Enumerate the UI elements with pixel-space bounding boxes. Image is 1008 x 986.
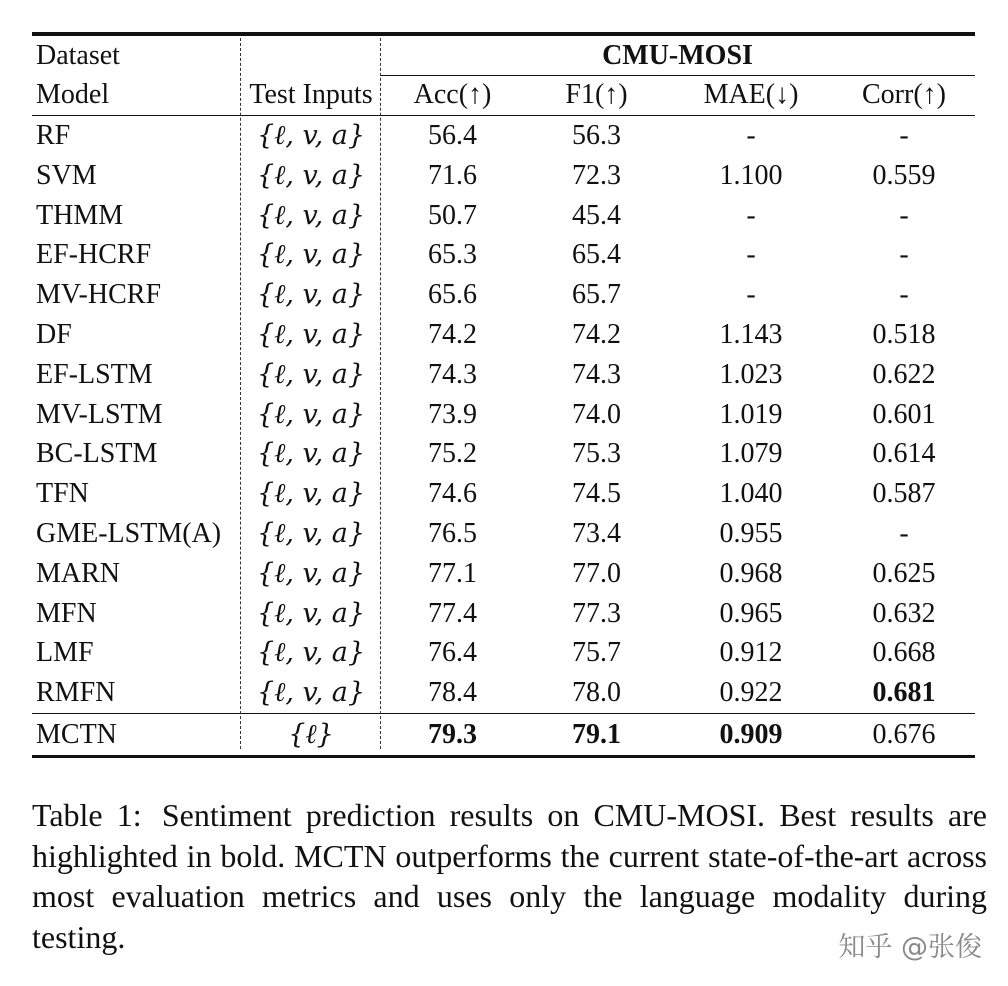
table-cell-inputs: {ℓ, v, a}	[256, 159, 366, 191]
table-cell-corr: 0.668	[872, 637, 936, 669]
table-cell-inputs: {ℓ, v, a}	[256, 319, 366, 350]
table-cell-acc: 77.1	[428, 557, 477, 589]
table-cell-f1: 75.3	[572, 438, 621, 470]
table-cell-acc: 50.7	[428, 199, 477, 231]
results-table	[32, 32, 975, 760]
table-cell-acc: 74.6	[428, 478, 477, 510]
table-cell-corr: 0.622	[872, 358, 936, 390]
table-cell-inputs: {ℓ, v, a}	[256, 677, 366, 709]
top-rule	[32, 32, 975, 36]
table-cell-mae: -	[746, 239, 756, 271]
table-cell-model: RF	[36, 120, 71, 151]
table-cell-acc: 77.4	[428, 597, 477, 629]
table-cell-model: EF-HCRF	[36, 239, 152, 271]
table-cell-corr: 0.587	[872, 478, 936, 510]
table-cell-acc: 74.2	[428, 319, 477, 350]
table-cell-f1: 77.0	[572, 557, 621, 589]
table-cell-mae: 1.023	[719, 358, 783, 390]
caption-text: Sentiment prediction results on CMU-MOSI. Best results are highlighted in bold. MCTN outperforms the current state-of-the-art across most evaluation metrics and uses only the language modality during testing.	[32, 797, 988, 955]
table-cell-inputs: {ℓ, v, a}	[256, 438, 366, 470]
table-cell-mae: 0.922	[719, 677, 783, 709]
table-cell-inputs: {ℓ, v, a}	[256, 518, 366, 549]
table-cell-model: MARN	[36, 557, 121, 589]
table-cell-corr: -	[899, 120, 909, 151]
table-cell-corr: 0.601	[872, 398, 936, 430]
table-cell-mae: 1.040	[719, 478, 783, 510]
table-cell-f1: 74.3	[572, 358, 621, 390]
table-cell-inputs: {ℓ, v, a}	[256, 398, 366, 430]
dataset-label: Dataset	[36, 40, 120, 71]
bottom-rule	[32, 755, 975, 759]
watermark: 知乎 @张俊	[838, 932, 982, 963]
column-header: MAE(↓)	[703, 79, 799, 110]
table-cell-acc: 79.3	[428, 719, 477, 750]
table-cell-corr: 0.518	[872, 319, 936, 350]
table-cell-f1: 73.4	[572, 518, 621, 549]
table-cell-acc: 75.2	[428, 438, 477, 470]
table-cell-mae: 1.143	[719, 319, 783, 350]
table-cell-f1: 78.0	[572, 677, 621, 709]
table-cell-model: THMM	[36, 199, 124, 231]
table-cell-corr: 0.625	[872, 557, 936, 589]
table-cell-f1: 72.3	[572, 159, 621, 191]
table-cell-corr: 0.614	[872, 438, 936, 470]
table-cell-model: GME-LSTM(A)	[36, 518, 222, 549]
table-cell-f1: 56.3	[572, 120, 621, 151]
table-cell-acc: 76.5	[428, 518, 477, 549]
table-cell-f1: 74.2	[572, 319, 621, 350]
table-cell-model: EF-LSTM	[36, 358, 153, 390]
table-cell-mae: 0.965	[719, 597, 783, 629]
table-cell-acc: 56.4	[428, 120, 477, 151]
table-cell-corr: 0.632	[872, 597, 936, 629]
table-cell-inputs: {ℓ, v, a}	[256, 199, 366, 231]
table-cell-f1: 65.7	[572, 279, 621, 311]
table-cell-corr: 0.559	[872, 159, 936, 191]
table-cell-mae: 0.955	[719, 518, 783, 549]
table-cell-corr: -	[899, 199, 909, 231]
column-header: Test Inputs	[249, 79, 373, 110]
table-cell-mae: 0.968	[719, 557, 783, 589]
table-cell-inputs: {ℓ, v, a}	[256, 597, 366, 629]
table-cell-inputs: {ℓ}	[288, 719, 334, 750]
table-cell-model: DF	[36, 319, 72, 350]
table-cell-mae: 1.100	[719, 159, 783, 191]
table-cell-f1: 74.5	[572, 478, 621, 510]
table-cell-model: MV-HCRF	[36, 279, 162, 311]
table-cell-mae: -	[746, 120, 756, 151]
table-cell-model: BC-LSTM	[36, 438, 158, 470]
caption-label: Table 1:	[32, 797, 142, 833]
table-cell-mae: 0.912	[719, 637, 783, 669]
table-cell-model: MV-LSTM	[36, 398, 163, 430]
dataset-name: CMU-MOSI	[602, 40, 753, 71]
column-header: Acc(↑)	[413, 79, 492, 110]
table-cell-model: MFN	[36, 597, 97, 629]
table-cell-corr: -	[899, 279, 909, 311]
table-cell-acc: 74.3	[428, 358, 477, 390]
table-cell-corr: 0.676	[872, 719, 936, 750]
table-cell-acc: 65.3	[428, 239, 477, 271]
table-cell-model: MCTN	[36, 719, 117, 750]
table-cell-acc: 71.6	[428, 159, 477, 191]
table-cell-f1: 77.3	[572, 597, 621, 629]
table-cell-mae: -	[746, 279, 756, 311]
table-cell-acc: 78.4	[428, 677, 477, 709]
table-cell-acc: 65.6	[428, 279, 477, 311]
column-header: Model	[36, 79, 110, 110]
table-cell-inputs: {ℓ, v, a}	[256, 120, 366, 151]
table-cell-f1: 79.1	[572, 719, 621, 750]
table-cell-model: TFN	[36, 478, 89, 510]
table-cell-f1: 74.0	[572, 398, 621, 430]
table-cell-f1: 75.7	[572, 637, 621, 669]
table-cell-inputs: {ℓ, v, a}	[256, 478, 366, 510]
table-cell-corr: -	[899, 518, 909, 549]
table-cell-corr: -	[899, 239, 909, 271]
table-cell-mae: 1.079	[719, 438, 783, 470]
table-cell-f1: 65.4	[572, 239, 621, 271]
table-cell-corr: 0.681	[872, 677, 936, 709]
column-header: Corr(↑)	[862, 79, 946, 110]
table-cell-inputs: {ℓ, v, a}	[256, 637, 366, 669]
table-cell-f1: 45.4	[572, 199, 621, 231]
table-cell-inputs: {ℓ, v, a}	[256, 279, 366, 311]
table-cell-inputs: {ℓ, v, a}	[256, 557, 366, 589]
table-cell-inputs: {ℓ, v, a}	[256, 358, 366, 390]
table-cell-mae: 1.019	[719, 398, 783, 430]
column-header: F1(↑)	[565, 79, 628, 110]
table-cell-mae: 0.909	[719, 719, 783, 750]
table-cell-mae: -	[746, 199, 756, 231]
table-cell-model: LMF	[36, 637, 94, 669]
table-cell-inputs: {ℓ, v, a}	[256, 239, 366, 271]
table-cell-acc: 76.4	[428, 637, 477, 669]
table-cell-model: SVM	[36, 159, 97, 191]
table-cell-acc: 73.9	[428, 398, 477, 430]
table-cell-model: RMFN	[36, 677, 116, 709]
